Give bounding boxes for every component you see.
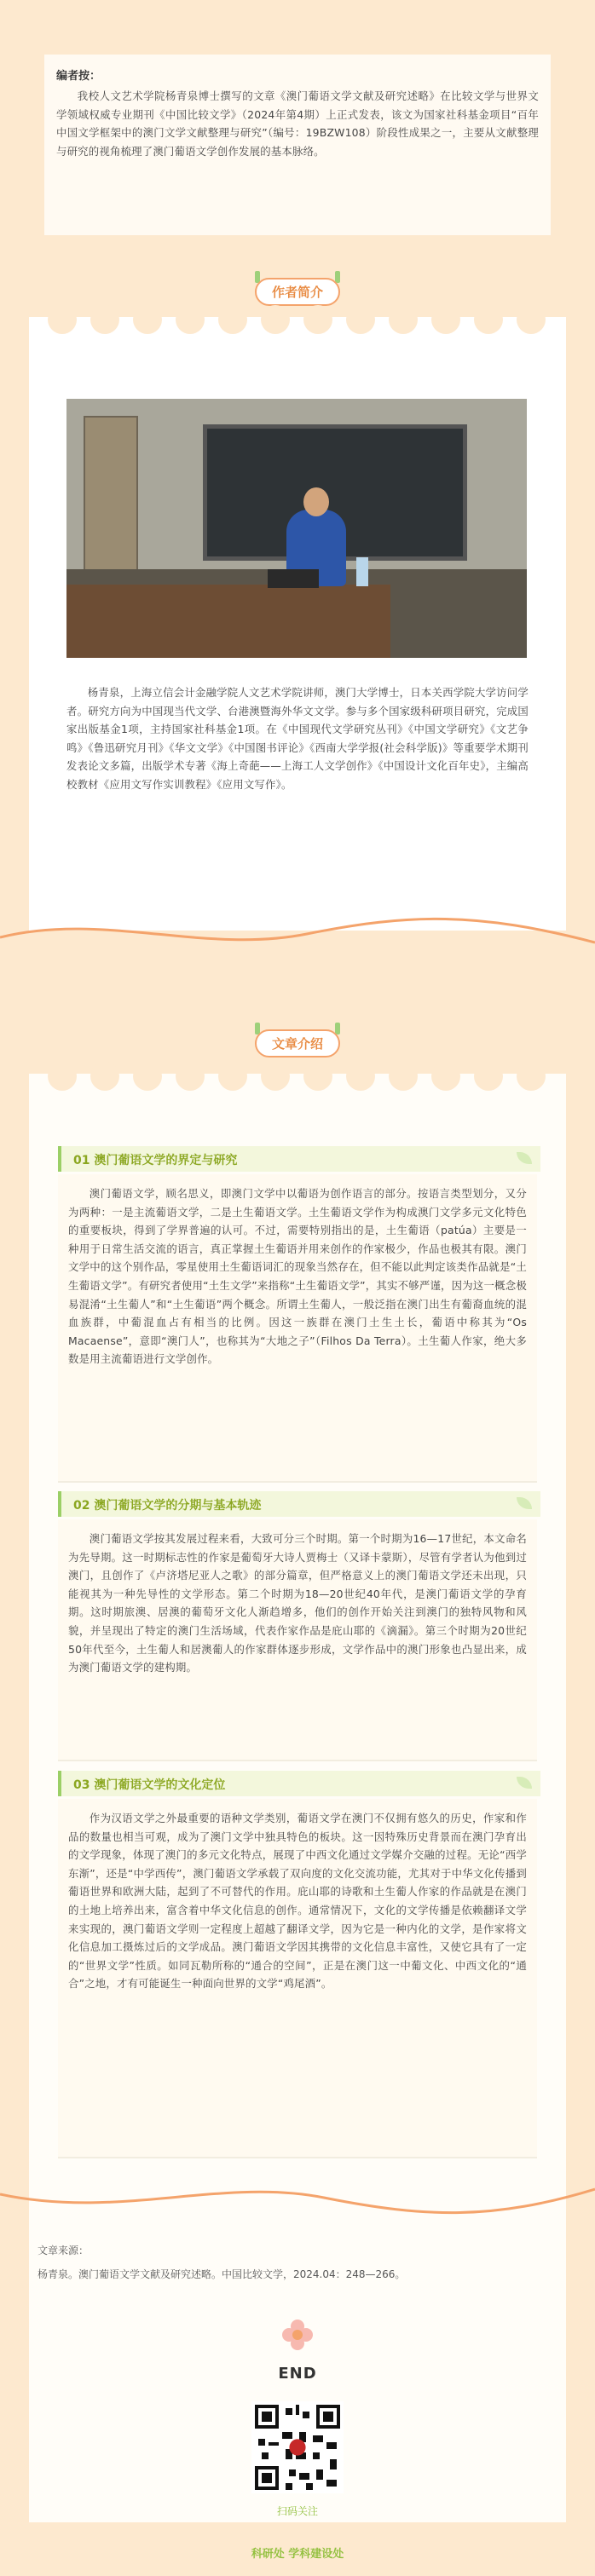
card-scallop-top [29,302,566,324]
section-01-body: 澳门葡语文学，顾名思义，即澳门文学中以葡语为创作语言的部分。按语言类型划分，又分为两种：一是主流葡语文学，二是土生葡语文学。土生葡语文学作为构成澳门文学多元文化特色的重要板块，得到了学界普遍的认可。不过，需要特别指出的是，土生葡语（patúa）主要是一种用于日常生活交流的语言，真正掌握土生葡语并用来创作的作家极少，作品也极其有限。澳门文学中的这个别作品，零星使用土生葡语词汇的现象当然存在，但不能以此判定该类作品就是“土生葡语文学”。有研究者使用“土生文学”来指称“土生葡语文学”，其实不够严谨，因为这一概念极易混淆“土生葡人”和“土生葡语”两个概念。所谓土生葡人，一般泛指在澳门出生有葡裔血统的混血族群，中葡混血占有相当的比例。因这一族群在澳门土生土长，葡语中称其为“Os Macaense”，意即“澳门人”，也称其为“大地之子”（Filhos Da Terra）。土生葡人作家，绝大多数是用主流葡语进行文学创作。 [68,1187,527,1366]
photo-laptop [268,569,319,588]
leaf-icon [517,1777,532,1789]
section-03-heading: 03 澳门葡语文学的文化定位 [73,1778,226,1792]
wave-divider-2 [0,2169,595,2228]
section-02-body-box [58,1519,537,1761]
section-02-heading: 02 澳门葡语文学的分期与基本轨迹 [73,1499,262,1513]
section-03-body: 作为汉语文学之外最重要的语种文学类别，葡语文学在澳门不仅拥有悠久的历史，作家和作品的数量也相当可观，成为了澳门文学中独具特色的板块。这一因特殊历史背景而在澳门孕育出的文学现象，体现了澳门的多元文化特点，展现了中西文化通过文学媒介交融的过程。无论“西学东渐”，还是“中学西传”，澳门葡语文学承载了双向度的文化交流功能，尤其对于中华文化传播到葡语世界和欧洲大陆，起到了不可替代的作用。庇山耶的诗歌和土生葡人作家的作品就是在澳门的土地上培养出来，富含着中华文化信息的创作。通常情况下，文化的文学传播是依赖翻译文学来实现的，澳门葡语文学则一定程度上超越了翻译文学，因为它是一种内化的文学，是作家将文化信息加工摄炼过后的文学成品。澳门葡语文学因其携带的文化信息丰富性，又使它具有了一定的“世界文学”性质。如同瓦勒所称的“通合的空间”，正是在澳门这一中葡文化、中西文化的“通合”之地，才有可能诞生一种面向世界的文学“鸡尾酒”。 [68,1812,527,1991]
author-bio: 杨青泉，上海立信会计金融学院人文艺术学院讲师，澳门大学博士，日本关西学院大学访问学者。研究方向为中国现当代文学、台港澳暨海外华文文学。参与多个国家级科研项目研究，完成国家出版基金1项，主持国家社科基金1项。在《中国现代文学研究丛刊》《中国文学研究》《文艺争鸣》《鲁迅研究月刊》《华文文学》《中国图书评论》《西南大学学报(社会科学版)》等重要学术期刊发表论文多篇，出版学术专著《海上奇葩——上海工人文学创作》《中国设计文化百年史》，主编高校教材《应用文写作实训教程》《应用文写作》。 [66,686,529,791]
section-01-body-box [58,1174,537,1483]
section-03-header [58,1771,540,1796]
section-01-header [58,1146,540,1172]
section-01-heading: 01 澳门葡语文学的界定与研究 [73,1154,238,1167]
author-card [29,317,566,931]
author-section-title: 作者简介 [255,278,340,306]
editor-note-text: 我校人文艺术学院杨青泉博士撰写的文章《澳门葡语文学文献及研究述略》在比较文学与世界文学领域权威专业期刊《中国比较文学》（2024年第4期）上正式发表，该文为国家社科基金项目“百年中国文学框架中的澳门文学文献整理与研究”（编号：19BZW108）阶段性成果之一，主要从文献整理与研究的视角梳理了澳门葡语文学创作发展的基本脉络。 [56,89,539,158]
footer-slogan: 科研处 学科建设处 [251,2548,344,2561]
author-photo [66,399,527,658]
section-03-body-box [58,1799,537,2158]
leaf-icon [517,1497,532,1509]
photo-desk [66,585,390,658]
editor-note-card [44,55,551,235]
section-02-body: 澳门葡语文学按其发展过程来看，大致可分三个时期。第一个时期为16—17世纪，本文命名为先导期。这一时期标志性的作家是葡萄牙大诗人贾梅士（又译卡蒙斯），尽管有学者认为他到过澳门，且创作了《卢济塔尼亚人之歌》的部分篇章，但严格意义上的澳门葡语文学还未出现，只能视其为一种先导性的文学形态。第二个时期为18—20世纪40年代，是澳门葡语文学的孕育期。这时期旅澳、居澳的葡萄牙文化人渐趋增多，他们的创作开始关注到澳门的独特风物和风貌，并呈现出了特定的澳门生活场域，代表作家作品是庇山耶的《滴漏》。第三个时期为20世纪50年代至今，土生葡人和居澳葡人的作家群体逐步形成，文学作品中的澳门形象也凸显出来，成为澳门葡语文学的建构期。 [68,1532,527,1674]
wave-divider-1 [0,903,595,963]
card-scallop-top [29,1058,566,1081]
qr-code[interactable] [251,2401,344,2493]
scan-label: 扫码关注 [276,2505,318,2517]
source-label: 文章来源： [38,2245,90,2256]
section-02-header [58,1491,540,1517]
photo-bottle [356,557,368,586]
editor-note-heading: 编者按： [56,70,101,83]
leaf-icon [517,1152,532,1164]
end-label: END [278,2365,317,2383]
article-section-title: 文章介绍 [255,1029,340,1057]
photo-door [84,416,138,581]
flower-icon [280,2318,315,2352]
photo-head [303,487,329,516]
source-citation: 杨青泉。澳门葡语文学文献及研究述略。中国比较文学，2024.04：248—266。 [38,2268,406,2280]
